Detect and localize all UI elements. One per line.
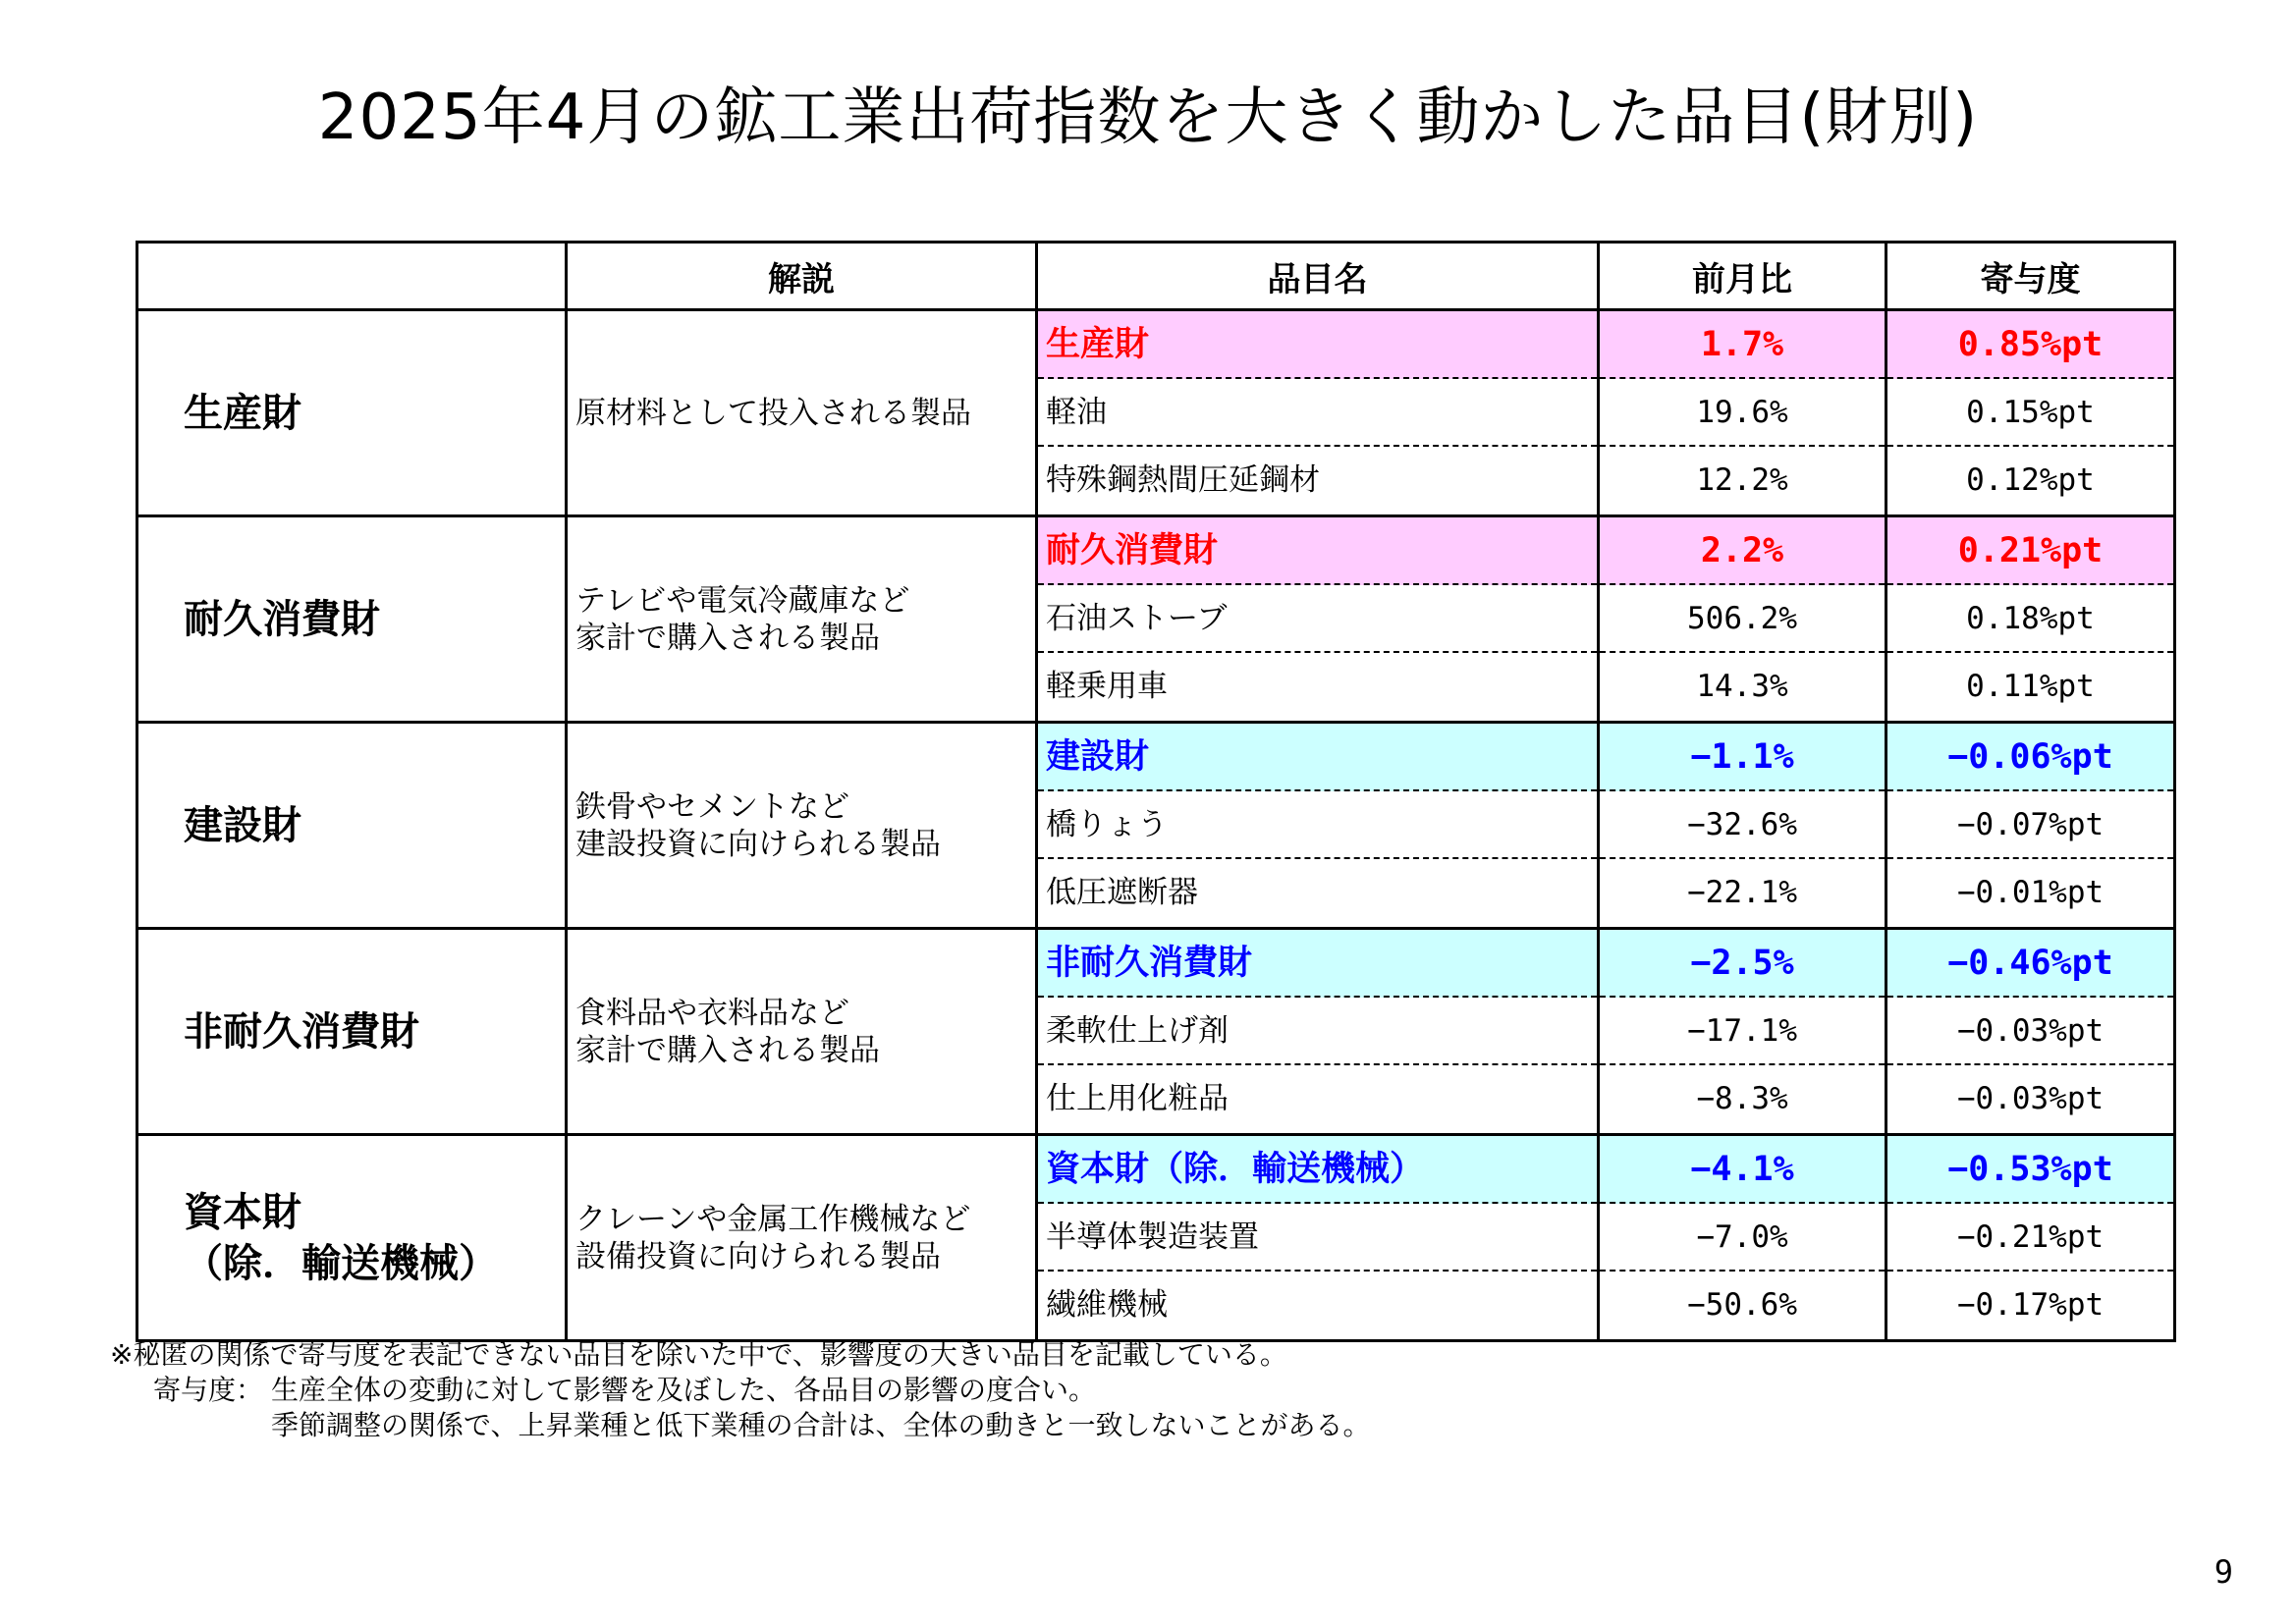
category-label: 生産財: [184, 390, 301, 436]
mom-value: −50.6%: [1687, 1287, 1797, 1323]
contribution-table: [136, 241, 2176, 1342]
mom-cell: [1599, 310, 1886, 516]
group-total-item: 耐久消費財: [1038, 517, 1597, 585]
description-text: 原材料として投入される製品: [575, 395, 971, 431]
group-total-mom: 2.2%: [1600, 517, 1885, 585]
item-name: 特殊鋼熱間圧延鋼材: [1046, 462, 1320, 498]
item-name: 軽油: [1038, 379, 1597, 447]
contribution-cell: [1886, 516, 2175, 723]
description-text: 家計で購入される製品: [575, 1032, 880, 1068]
footnote-label-spacer: [110, 1408, 271, 1443]
mom-value: −17.1%: [1600, 998, 1885, 1065]
description-cell: [567, 929, 1037, 1135]
contribution-value: −0.03%pt: [1956, 1081, 2105, 1116]
item-cell: [1037, 1135, 1599, 1341]
description-text: テレビや電気冷蔵庫など: [575, 582, 910, 619]
group-total-contribution: 0.85%pt: [1887, 311, 2173, 379]
group-total-item: 資本財（除．輸送機械）: [1038, 1136, 1597, 1204]
header-contribution: 寄与度: [1886, 243, 2175, 310]
mom-cell: [1599, 516, 1886, 723]
category-cell: [137, 516, 567, 723]
mom-value: −32.6%: [1600, 791, 1885, 859]
table-row: [137, 723, 2175, 929]
item-cell: [1037, 929, 1599, 1135]
footnote-definition: [110, 1373, 1370, 1408]
table-header-row: [137, 243, 2175, 310]
item-name: 繊維機械: [1046, 1287, 1168, 1323]
contribution-cell: [1886, 1135, 2175, 1341]
mom-value: −8.3%: [1696, 1081, 1788, 1116]
mom-cell: [1599, 929, 1886, 1135]
group-total-mom: 1.7%: [1600, 311, 1885, 379]
item-name: 石油ストーブ: [1038, 585, 1597, 653]
group-total-contribution: 0.21%pt: [1887, 517, 2173, 585]
mom-value: 12.2%: [1696, 462, 1788, 498]
category-label: 建設財: [184, 802, 301, 848]
mom-value: 506.2%: [1600, 585, 1885, 653]
item-name: 軽乗用車: [1046, 669, 1168, 704]
header-mom: 前月比: [1599, 243, 1886, 310]
contribution-value: −0.03%pt: [1887, 998, 2173, 1065]
item-name: 低圧遮断器: [1046, 875, 1198, 910]
item-name: 仕上用化粧品: [1046, 1081, 1229, 1116]
description-text: クレーンや金属工作機械など: [575, 1201, 971, 1237]
group-total-item: 生産財: [1038, 311, 1597, 379]
group-total-contribution: −0.06%pt: [1887, 724, 2173, 791]
group-total-item: 非耐久消費財: [1038, 930, 1597, 998]
category-label: 耐久消費財: [184, 596, 380, 642]
group-total-mom: −4.1%: [1600, 1136, 1885, 1204]
category-cell: [137, 310, 567, 516]
footnote-line: 季節調整の関係で、上昇業種と低下業種の合計は、全体の動きと一致しないことがある。: [271, 1409, 1371, 1441]
contribution-value: 0.18%pt: [1887, 585, 2173, 653]
contribution-value: −0.17%pt: [1956, 1287, 2105, 1323]
description-text: 食料品や衣料品など: [575, 995, 849, 1031]
contribution-value: 0.11%pt: [1966, 669, 2095, 704]
category-label: 資本財: [184, 1189, 301, 1235]
description-text: 鉄骨やセメントなど: [575, 788, 849, 825]
table-row: [137, 929, 2175, 1135]
mom-cell: [1599, 723, 1886, 929]
mom-value: 19.6%: [1600, 379, 1885, 447]
category-cell: [137, 1135, 567, 1341]
contribution-value: 0.12%pt: [1966, 462, 2095, 498]
item-cell: [1037, 723, 1599, 929]
contribution-value: −0.21%pt: [1887, 1204, 2173, 1272]
description-text: 建設投資に向けられる製品: [575, 826, 941, 862]
mom-cell: [1599, 1135, 1886, 1341]
table-row: [137, 310, 2175, 516]
description-cell: [567, 516, 1037, 723]
description-text: 家計で購入される製品: [575, 620, 880, 656]
description-cell: [567, 310, 1037, 516]
table-row: [137, 1135, 2175, 1341]
contribution-cell: [1886, 310, 2175, 516]
description-cell: [567, 723, 1037, 929]
mom-value: 14.3%: [1696, 669, 1788, 704]
header-category: [137, 243, 567, 310]
item-cell: [1037, 516, 1599, 723]
footnotes: [110, 1337, 1370, 1443]
footnote-line: 生産全体の変動に対して影響を及ぼした、各品目の影響の度合い。: [271, 1374, 1097, 1406]
contribution-value: 0.15%pt: [1887, 379, 2173, 447]
group-total-contribution: −0.46%pt: [1887, 930, 2173, 998]
item-cell: [1037, 310, 1599, 516]
group-total-contribution: −0.53%pt: [1887, 1136, 2173, 1204]
item-name: 半導体製造装置: [1038, 1204, 1597, 1272]
group-total-mom: −2.5%: [1600, 930, 1885, 998]
footnote-label: 寄与度：: [153, 1374, 264, 1406]
page-title: 2025年4月の鉱工業出荷指数を大きく動かした品目(財別): [317, 81, 1979, 154]
table-row: [137, 516, 2175, 723]
description-cell: [567, 1135, 1037, 1341]
category-label: 非耐久消費財: [184, 1008, 419, 1055]
mom-value: −22.1%: [1687, 875, 1797, 910]
page-number: 9: [2214, 1553, 2233, 1591]
category-cell: [137, 723, 567, 929]
header-description: 解説: [567, 243, 1037, 310]
mom-value: −7.0%: [1600, 1204, 1885, 1272]
contribution-cell: [1886, 929, 2175, 1135]
description-text: 設備投資に向けられる製品: [575, 1238, 941, 1274]
footnote-definition-cont: [110, 1408, 1370, 1443]
contribution-value: −0.01%pt: [1956, 875, 2105, 910]
header-item: 品目名: [1037, 243, 1599, 310]
contribution-value: −0.07%pt: [1887, 791, 2173, 859]
group-total-item: 建設財: [1038, 724, 1597, 791]
item-name: 柔軟仕上げ剤: [1038, 998, 1597, 1065]
category-cell: [137, 929, 567, 1135]
footnote-line: ※秘匿の関係で寄与度を表記できない品目を除いた中で、影響度の大きい品目を記載している。: [110, 1338, 1287, 1371]
group-total-mom: −1.1%: [1600, 724, 1885, 791]
category-label-sub: （除．輸送機械）: [184, 1240, 498, 1286]
item-name: 橋りょう: [1038, 791, 1597, 859]
contribution-cell: [1886, 723, 2175, 929]
